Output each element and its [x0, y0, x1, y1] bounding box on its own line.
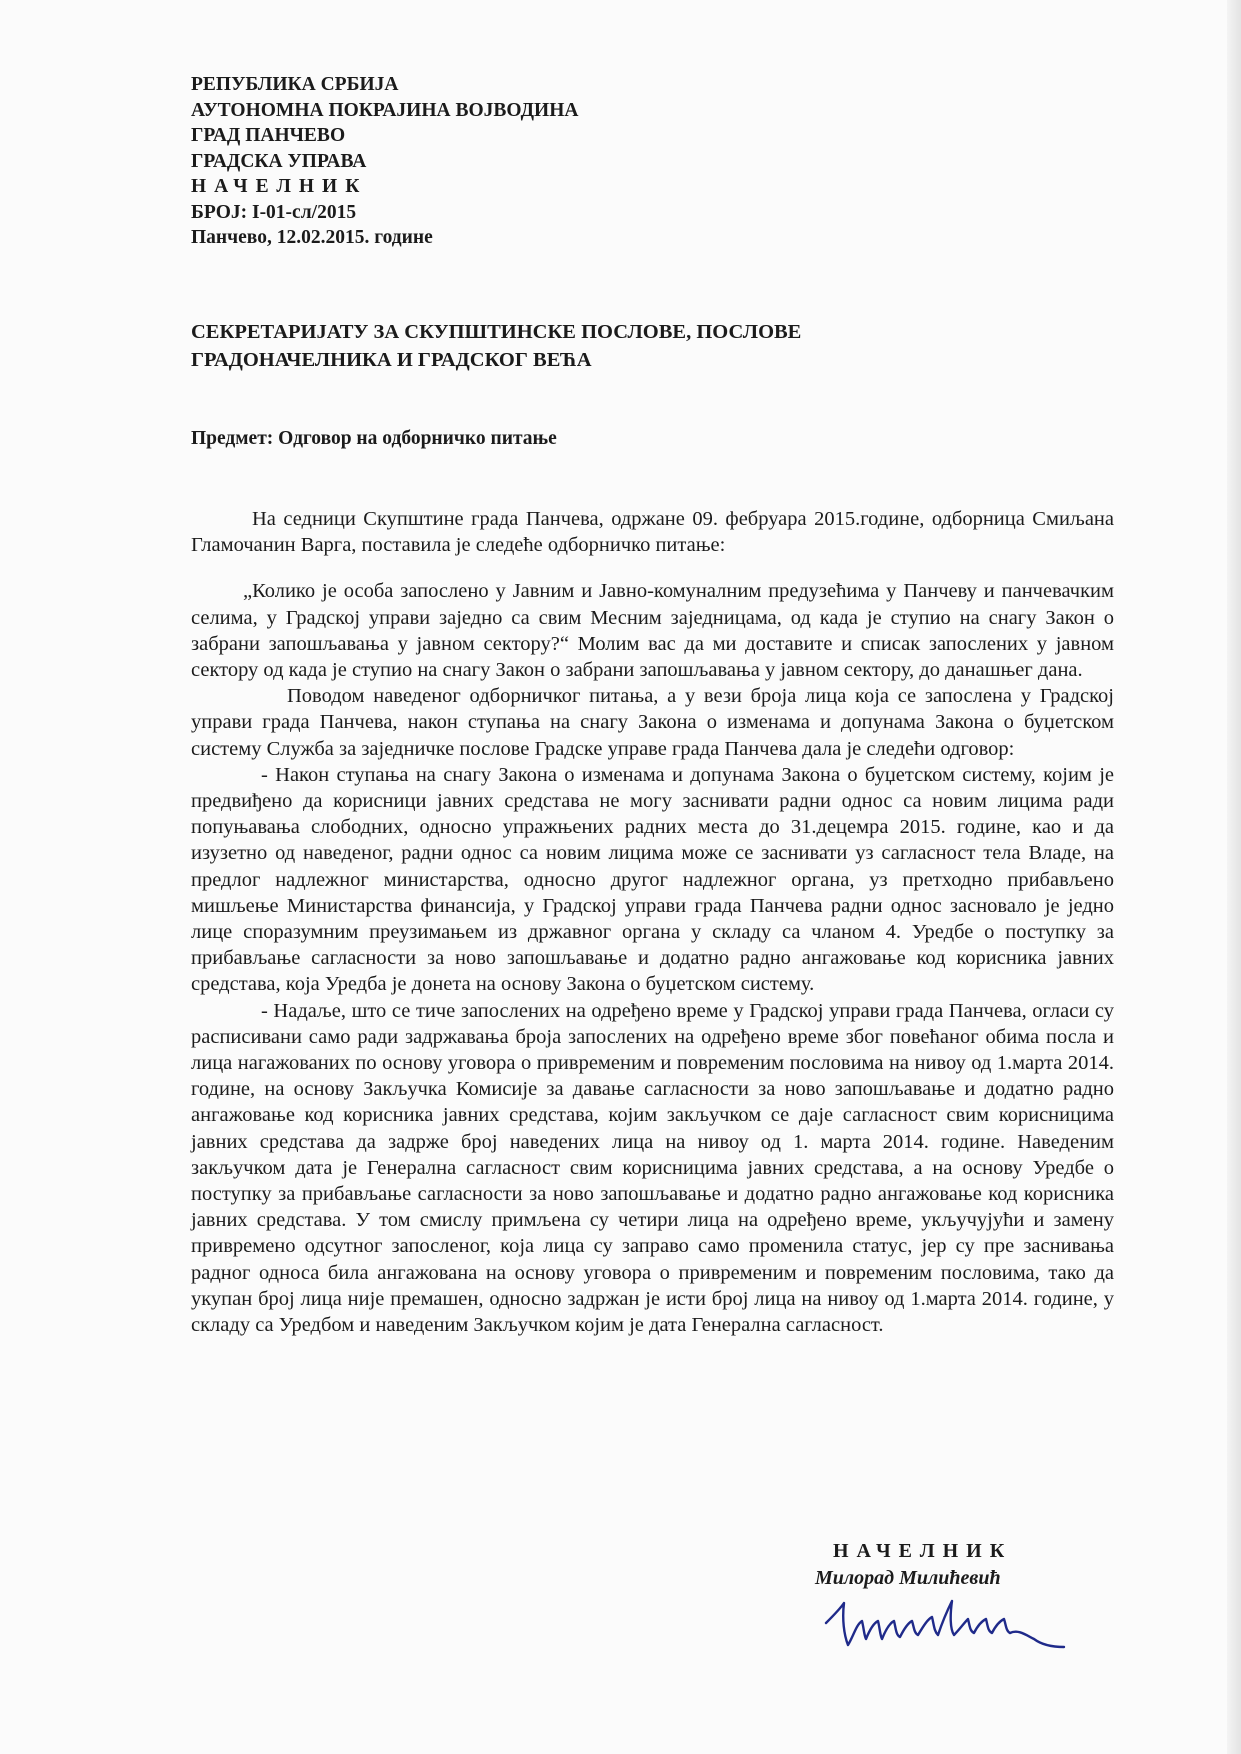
- paragraph-point-1: - Након ступања на снагу Закона о изменама и допунама Закона о буџетском систему, којим је предвиђено да корисници јавних средстава не могу заснивати радни однос са новим лицима ради попуњавања слободних, односно упражњених радних места до 31.децемра 2015. године, као и да изузетно од наведеног, радни однос са новим лицима може се заснивати уз сагласност тела Владе, на предлог надлежног министарства, односно другог надлежног органа, уз претходно прибављено мишљење Министарства финансија, у Градској управи града Панчева радни однос засновало је једно лице споразумним преузимањем из државног органа у складу са чланом 4. Уредбе о поступку за прибављање сагласности за ново запошљавање и додатно радно ангажовање код корисника јавних средстава, која Уредба је донета на основу Закона о буџетском систему.: [191, 763, 1114, 996]
- handwritten-signature: [820, 1595, 1080, 1655]
- signature-name: Милорад Милићевић: [815, 1567, 1001, 1589]
- scan-edge-shadow: [1227, 0, 1241, 1754]
- letterhead: [191, 72, 578, 251]
- addressee-line-1: СЕКРЕТАРИЈАТУ ЗА СКУПШТИНСКЕ ПОСЛОВЕ, ПОСЛОВЕ: [191, 321, 802, 343]
- signature-block: [815, 1540, 1065, 1590]
- paragraph-intro: На седници Скупштине града Панчева, одржане 09. фебруара 2015.године, одборница Смиљана Гламочанин Варга, поставила је следеће одборничко питање:: [191, 508, 1114, 557]
- letterhead-province: АУТОНОМНА ПОКРАЈИНА ВОЈВОДИНА: [191, 99, 579, 121]
- subject-line: Предмет: Одговор на одборничко питање: [191, 428, 557, 449]
- document-number: БРОЈ: I-01-сл/2015: [191, 201, 357, 223]
- letter-body: [191, 506, 1114, 1338]
- addressee-line-2: ГРАДОНАЧЕЛНИКА И ГРАДСКОГ ВЕЋА: [191, 349, 592, 371]
- paragraph-response-intro: Поводом наведеног одборничког питања, а у вези броја лица која се запослена у Градској управи града Панчева, након ступања на снагу Закона о изменама и допунама Закона о буџетском систему Служба за заједничке послове Градске управе града Панчева дала је следећи одговор:: [191, 685, 1114, 760]
- addressee: [191, 318, 801, 374]
- letterhead-city: ГРАД ПАНЧЕВО: [191, 125, 346, 146]
- paragraph-point-2: - Надаље, што се тиче запослених на одређено време у Градској управи града Панчева, огласи су расписивани само ради задржавања броја запослених на одређено време због повећаног обима посла и лица нагажованих по основу уговора о привременим и повременим пословима на нивоу од 1.марта 2014. године, на основу Закључка Комисије за давање сагласности за ново запошљавање и додатно радно ангажовање код корисника јавних средстава, којим закључком се даје сагласност свим корисницима јавних средстава да задрже број наведених лица на нивоу од 1. марта 2014. године. Наведеним закључком дата је Генерална сагласност свим корисницима јавних средстава, а на основу Уредбе о поступку за прибављање сагласности за ново запошљавање и додатно радно ангажовање код корисника јавних средстава. У том смислу примљена су четири лица на одређено време, укључујући и замену привремено одсутног запосленог, која лица су заправо само променила статус, јер су пре заснивања радног односа била ангажована на основу уговора о привременим и повременим пословима, тако да укупан број лица није премашен, односно задржан је исти број лица на нивоу од 1.марта 2014. године, у складу са Уредбом и наведеним Закључком којим је дата Генерална сагласност.: [191, 999, 1114, 1337]
- letterhead-administration: ГРАДСКА УПРАВА: [191, 150, 367, 172]
- paragraph-question-quote: „Колико је особа запослено у Јавним и Јавно-комуналним предузећима у Панчеву и панчевачким селима, у Градској управи заједно са свим Месним заједницама, од када је ступио на снагу Закон о забрани запошљавања у јавном сектору?“ Молим вас да ми доставите и списак запослених у јавном сектору од када је ступио на снагу Закон о забрани запошљавања у јавном сектору, до данашњег дана.: [191, 580, 1114, 682]
- document-date: Панчево, 12.02.2015. године: [191, 227, 433, 248]
- letterhead-republic: РЕПУБЛИКА СРБИЈА: [191, 74, 399, 95]
- signature-title: НАЧЕЛНИК: [833, 1540, 1013, 1562]
- letterhead-head-title: НАЧЕЛНИК: [191, 176, 368, 197]
